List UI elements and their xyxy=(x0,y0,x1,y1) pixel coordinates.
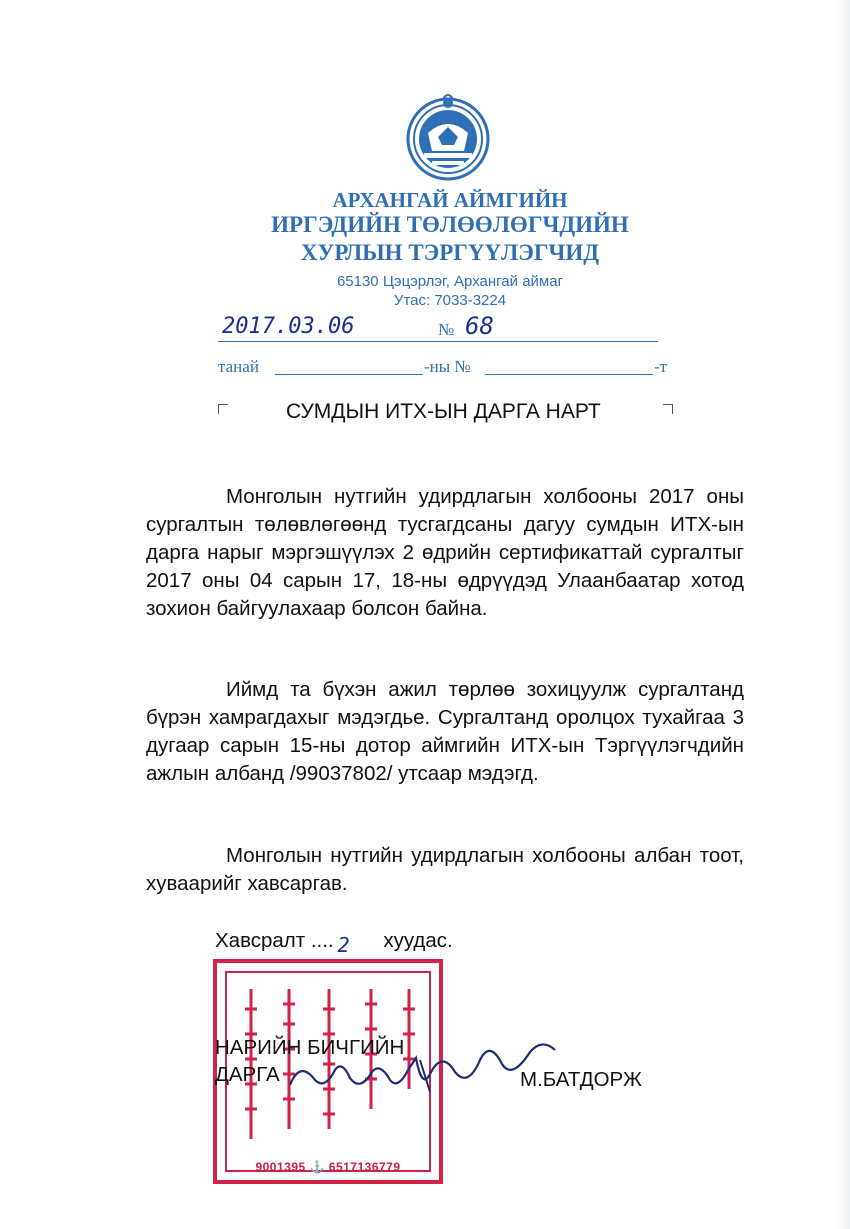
signer-title-line1: НАРИЙН БИЧГИЙН xyxy=(215,1036,405,1059)
date-handwritten: 2017.03.06 xyxy=(222,314,355,339)
attachment-suffix: хуудас. xyxy=(383,929,453,952)
attachment-prefix: Хавсралт xyxy=(215,929,306,952)
page-edge-shadow xyxy=(836,0,850,1229)
address-corner-right xyxy=(663,404,673,414)
org-phone: Утас: 7033-3224 xyxy=(393,292,507,309)
signer-name: М.БАТДОРЖ xyxy=(520,1068,642,1091)
number-prefix: № xyxy=(438,320,455,339)
signer-title-line2: ДАРГА xyxy=(215,1063,280,1086)
attachment-line xyxy=(215,929,453,957)
reply-suffix: -т xyxy=(654,357,668,376)
recipient-heading: СУМДЫН ИТХ-ЫН ДАРГА НАРТ xyxy=(286,400,601,423)
org-address: 65130 Цэцэрлэг, Архангай аймаг xyxy=(336,273,564,290)
number-handwritten: 68 xyxy=(465,312,494,340)
reply-number-label: -ны № xyxy=(424,357,471,376)
reply-prefix: танай xyxy=(218,357,259,376)
org-name-line2: ИРГЭДИЙН ТӨЛӨӨЛӨГЧДИЙН xyxy=(271,212,629,237)
body-paragraph-1: Монголын нутгийн удирдлагын холбооны 2017 оны сургалтын төлөвлөгөөнд тусгагдсаны дагуу сумдын ИТХ-ын дарга нарыг мэргэшүүлэх 2 өдрийн сертификаттай сургалтыг 2017 оны 04 сарын 17, 18-ны өдрүүдэд Улаанбаатар хотод зохион байгуулахаар болсон байна. xyxy=(146,485,744,620)
org-name-line1: АРХАНГАЙ АЙМГИЙН xyxy=(332,188,568,212)
body-paragraph-2: Иймд та бүхэн ажил төрлөө зохицуулж сургалтанд бүрэн хамрагдахыг мэдэгдье. Сургалтанд оролцох тухайгаа 3 дугаар сарын 15-ны дотор аймгийн ИТХ-ын Тэргүүлэгчдийн ажлын албанд /99037802/ утсаар мэдэгд. xyxy=(146,678,744,785)
body-paragraph-3: Монголын нутгийн удирдлагын холбооны албан тоот, хуваарийг хавсаргав. xyxy=(146,844,744,895)
address-corner-left xyxy=(218,404,228,414)
stamp-number: 9001395 ⚓ 6517136779 xyxy=(255,1160,401,1174)
reply-date-underline xyxy=(275,374,423,375)
attachment-dots: .... xyxy=(310,929,334,952)
org-name-line3: ХУРЛЫН ТЭРГҮҮЛЭГЧИД xyxy=(300,240,600,265)
mongolia-state-emblem-icon xyxy=(404,93,492,183)
attachment-count-handwritten: 2 xyxy=(337,933,350,957)
reply-number-underline xyxy=(485,374,653,375)
date-number-underline xyxy=(218,341,658,342)
